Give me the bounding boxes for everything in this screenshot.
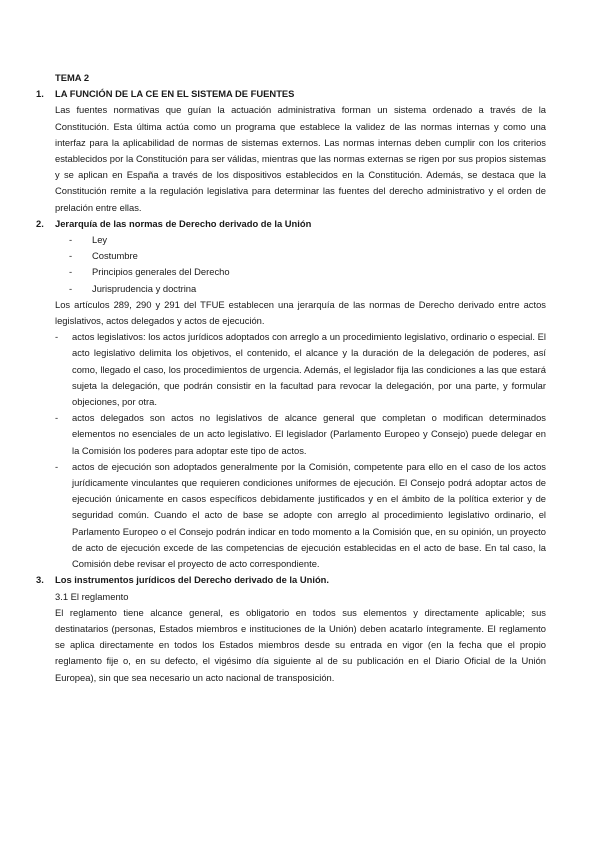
list-item <box>69 264 546 280</box>
section-heading-text: LA FUNCIÓN DE LA CE EN EL SISTEMA DE FUENTES <box>55 88 295 100</box>
sources-list <box>36 232 546 297</box>
list-item-text: Ley <box>92 234 108 246</box>
document-title: TEMA 2 <box>55 72 90 83</box>
list-item <box>69 232 546 248</box>
list-marker: - <box>55 331 59 343</box>
list-item <box>55 410 546 459</box>
list-item <box>69 281 546 297</box>
list-item-text: Principios generales del Derecho <box>92 266 230 278</box>
subsection-heading: 3.1 El reglamento <box>55 590 129 602</box>
section-3-paragraph: El reglamento tiene alcance general, es obligatorio en todos sus elementos y directamente aplicable; sus destinatarios (personas, Estados miembros e instituciones de la Unión) deben acatarlo íntegramente. El reglamento se aplica directamente en todos los Estados miembros desde su entrada en vigor (en la fecha que el propio reglamento fije o, en su defecto, el vigésimo día siguiente al de su publicación en el Diario Oficial de la Unión Europea), sin que sea necesario un acto nacional de transposición. <box>55 606 546 683</box>
section-heading-text: Jerarquía de las normas de Derecho derivado de la Unión <box>55 217 312 229</box>
section-number: 3. <box>36 574 44 586</box>
section-number: 2. <box>36 217 44 229</box>
list-item <box>55 329 546 410</box>
list-item <box>55 459 546 572</box>
list-marker: - <box>55 460 59 472</box>
list-item-text: actos delegados son actos no legislativos de alcance general que completan o modifican determinados elementos no esenciales de un acto legislativo. El legislador (Parlamento Europeo y Consejo) puede delegar en la Comisión los poderes para adoptar este tipo de actos. <box>72 412 546 456</box>
section-2-paragraph: Los artículos 289, 290 y 291 del TFUE establecen una jerarquía de las normas de Derecho derivado entre actos legislativos, actos delegados y actos de ejecución. <box>55 298 546 327</box>
list-marker: - <box>69 234 73 246</box>
section-1-heading <box>36 86 546 102</box>
section-heading-text: Los instrumentos jurídicos del Derecho derivado de la Unión. <box>55 574 330 586</box>
list-item-text: Jurisprudencia y doctrina <box>92 282 197 294</box>
list-marker: - <box>69 266 73 278</box>
section-2-heading <box>36 216 546 232</box>
document-body <box>36 70 546 686</box>
section-1-paragraph: Las fuentes normativas que guían la actuación administrativa forman un sistema ordenado a través de la Constitución. Esta última actúa como un programa que establece la validez de las normas internas y como una interfaz para la aplicabilidad de normas de sistemas externos. Las normas internas deben cumplir con los criterios establecidos por la Constitución para ser válidas, mientras que las normas externas se rigen por sus propios sistemas y se aplican en España a través de los dispositivos establecidos en la Constitución. Además, se destaca que la Constitución remite a la regulación legislativa para determinar las fuentes del derecho administrativo y el orden de prelación entre ellas. <box>55 104 546 213</box>
list-item <box>69 248 546 264</box>
list-marker: - <box>55 412 59 424</box>
list-item-text: Costumbre <box>92 250 138 262</box>
acts-list <box>36 329 546 572</box>
list-item-text: actos legislativos: los actos jurídicos adoptados con arreglo a un procedimiento legislativo, ordinario o especial. El acto legislativo delimita los objetivos, el contenido, el alcance y la duración de la delegación de poderes, así como, llegado el caso, los procedimientos de urgencia. Además, el legislador fija las condiciones a las que estará sujeta la delegación, que podrán consistir en la facultad para revocar la delegación, por una parte, y formular objeciones, por otra. <box>72 331 546 408</box>
list-item-text: actos de ejecución son adoptados generalmente por la Comisión, competente para ello en el caso de los actos jurídicamente vinculantes que requieren condiciones uniformes de ejecución. El Consejo podrá adoptar actos de ejecución únicamente en casos específicos debidamente justificados y en el ámbito de la política exterior y de seguridad común. Cuando el acto de base se adopte con arreglo al procedimiento legislativo ordinario, el Parlamento Europeo o el Consejo podrán indicar en todo momento a la Comisión que, en su opinión, un proyecto de acto de ejecución excede de las competencias de ejecución establecidas en el acto de base. En tal caso, la Comisión debe revisar el proyecto de acto correspondiente. <box>72 460 546 570</box>
section-number: 1. <box>36 88 44 100</box>
list-marker: - <box>69 282 73 294</box>
section-3-heading <box>36 572 546 588</box>
list-marker: - <box>69 250 73 262</box>
